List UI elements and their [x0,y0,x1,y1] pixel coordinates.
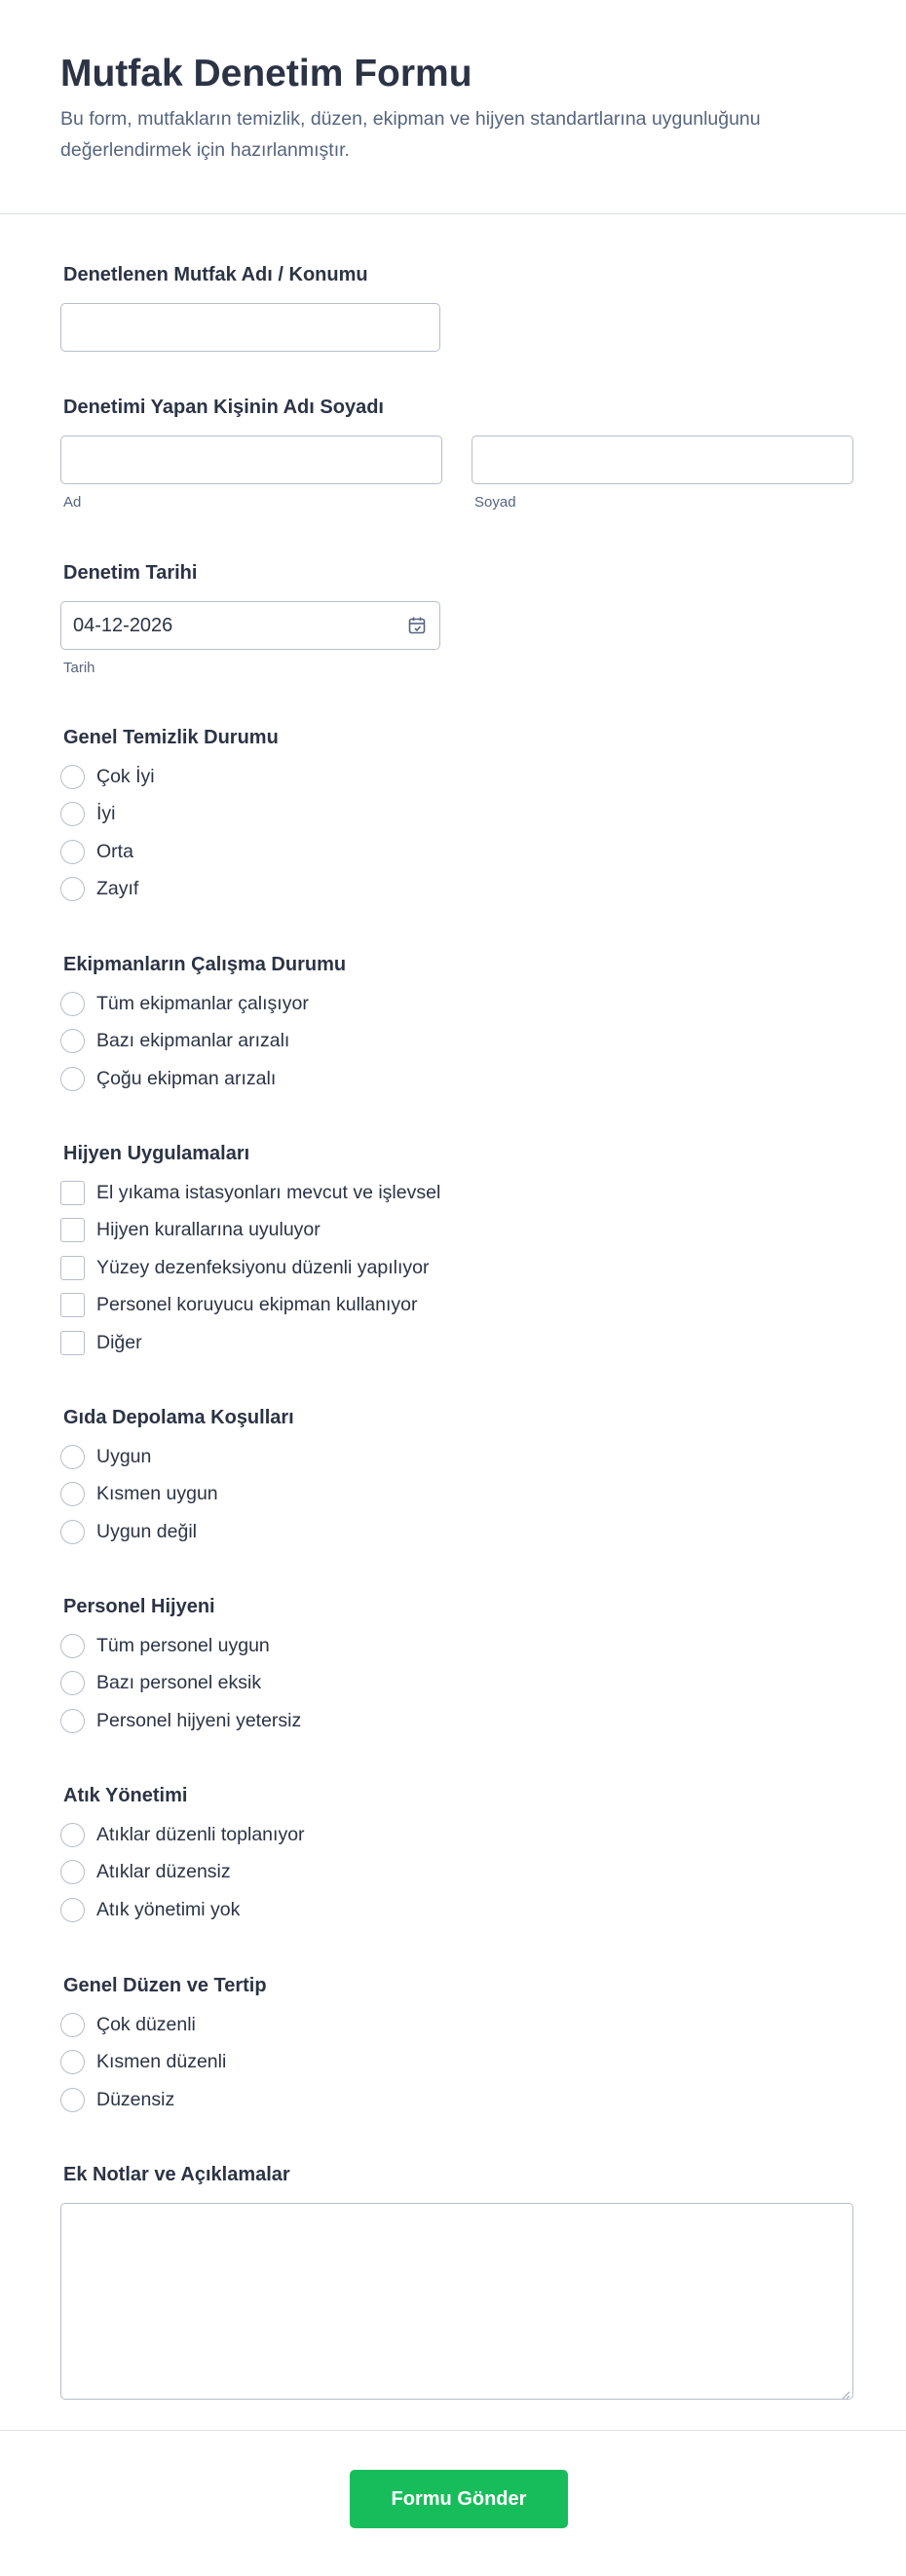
waste-option[interactable]: Atıklar düzensiz [60,1854,305,1892]
radio-button[interactable] [60,1029,85,1053]
date-label: Denetim Tarihi [63,562,198,584]
storage-option[interactable]: Uygun değil [60,1513,294,1551]
staff-option[interactable]: Personel hijyeni yetersiz [60,1702,301,1740]
cleanliness-option[interactable]: Çok İyi [60,758,279,796]
radio-button[interactable] [60,2013,85,2037]
hygiene-option[interactable]: Diğer [60,1324,440,1362]
storage-field [60,1406,294,1551]
last-name-sublabel: Soyad [474,494,516,511]
radio-button[interactable] [60,1823,85,1847]
waste-options [60,1816,305,1929]
equipment-label: Ekipmanların Çalışma Durumu [63,954,347,975]
notes-label: Ek Notlar ve Açıklamalar [63,2164,290,2185]
equipment-option[interactable]: Çoğu ekipman arızalı [60,1060,346,1098]
checkbox[interactable] [60,1331,85,1355]
equipment-options [60,985,346,1098]
radio-button[interactable] [60,1671,85,1695]
staff-field [60,1595,301,1740]
radio-button[interactable] [60,765,85,789]
equipment-option[interactable]: Bazı ekipmanlar arızalı [60,1023,346,1061]
radio-button[interactable] [60,1634,85,1658]
hygiene-label: Hijyen Uygulamaları [63,1143,250,1164]
kitchen-label: Denetlenen Mutfak Adı / Konumu [63,264,368,285]
hygiene-option[interactable]: Hijyen kurallarına uyuluyor [60,1212,440,1250]
order-option[interactable]: Kısmen düzenli [60,2044,267,2082]
order-options [60,2006,267,2119]
date-field [60,561,440,676]
waste-option[interactable]: Atık yönetimi yok [60,1891,305,1929]
staff-label: Personel Hijyeni [63,1596,215,1617]
first-name-sublabel: Ad [63,494,82,511]
date-sublabel: Tarih [63,660,95,676]
radio-button[interactable] [60,992,85,1016]
notes-field [60,2163,853,2400]
hygiene-options [60,1174,440,1362]
first-name-input[interactable] [60,436,442,484]
storage-option[interactable]: Uygun [60,1438,294,1476]
hygiene-option[interactable]: Yüzey dezenfeksiyonu düzenli yapılıyor [60,1249,440,1287]
checkbox[interactable] [60,1293,85,1317]
radio-button[interactable] [60,1067,85,1091]
kitchen-field [60,263,440,352]
hygiene-field [60,1142,440,1362]
order-field [60,1974,267,2119]
radio-button[interactable] [60,1520,85,1544]
radio-button[interactable] [60,840,85,864]
storage-option[interactable]: Kısmen uygun [60,1476,294,1514]
radio-button[interactable] [60,2088,85,2112]
waste-option[interactable]: Atıklar düzenli toplanıyor [60,1816,305,1854]
form-title: Mutfak Denetim Formu [60,53,472,95]
checkbox[interactable] [60,1218,85,1242]
radio-button[interactable] [60,1482,85,1506]
order-label: Genel Düzen ve Tertip [63,1975,267,1996]
cleanliness-label: Genel Temizlik Durumu [63,727,279,748]
staff-option[interactable]: Tüm personel uygun [60,1627,301,1665]
notes-textarea[interactable] [60,2203,853,2400]
storage-label: Gıda Depolama Koşulları [63,1407,294,1428]
checkbox[interactable] [60,1181,85,1205]
form-description: Bu form, mutfakların temizlik, düzen, ekipman ve hijyen standartlarına uygunluğunu değerlendirmek için hazırlanmıştır. [60,108,761,161]
radio-button[interactable] [60,877,85,901]
inspector-label: Denetimi Yapan Kişinin Adı Soyadı [63,397,384,418]
equipment-option[interactable]: Tüm ekipmanlar çalışıyor [60,985,346,1023]
hygiene-option[interactable]: Personel koruyucu ekipman kullanıyor [60,1287,440,1325]
radio-button[interactable] [60,1709,85,1733]
radio-button[interactable] [60,1898,85,1922]
waste-field [60,1784,305,1929]
cleanliness-options [60,758,279,908]
cleanliness-option[interactable]: Orta [60,833,279,871]
form-header [0,0,906,214]
waste-label: Atık Yönetimi [63,1785,188,1806]
radio-button[interactable] [60,2050,85,2074]
staff-option[interactable]: Bazı personel eksik [60,1665,301,1703]
submit-button[interactable]: Formu Gönder [350,2470,568,2528]
cleanliness-option[interactable]: İyi [60,796,279,834]
form-footer [0,2430,906,2576]
order-option[interactable]: Çok düzenli [60,2006,267,2044]
kitchen-input[interactable] [60,303,440,352]
equipment-field [60,953,346,1098]
order-option[interactable]: Düzensiz [60,2081,267,2119]
cleanliness-option[interactable]: Zayıf [60,871,279,909]
resize-grip-icon[interactable] [841,2387,850,2397]
staff-options [60,1627,301,1740]
calendar-icon[interactable] [407,616,427,635]
hygiene-option[interactable]: El yıkama istasyonları mevcut ve işlevsel [60,1174,440,1212]
storage-options [60,1438,294,1551]
inspector-field [60,396,853,511]
radio-button[interactable] [60,1860,85,1884]
checkbox[interactable] [60,1256,85,1280]
cleanliness-field [60,726,279,908]
radio-button[interactable] [60,1445,85,1469]
radio-button[interactable] [60,802,85,826]
date-input[interactable] [60,601,440,650]
last-name-input[interactable] [472,436,853,484]
